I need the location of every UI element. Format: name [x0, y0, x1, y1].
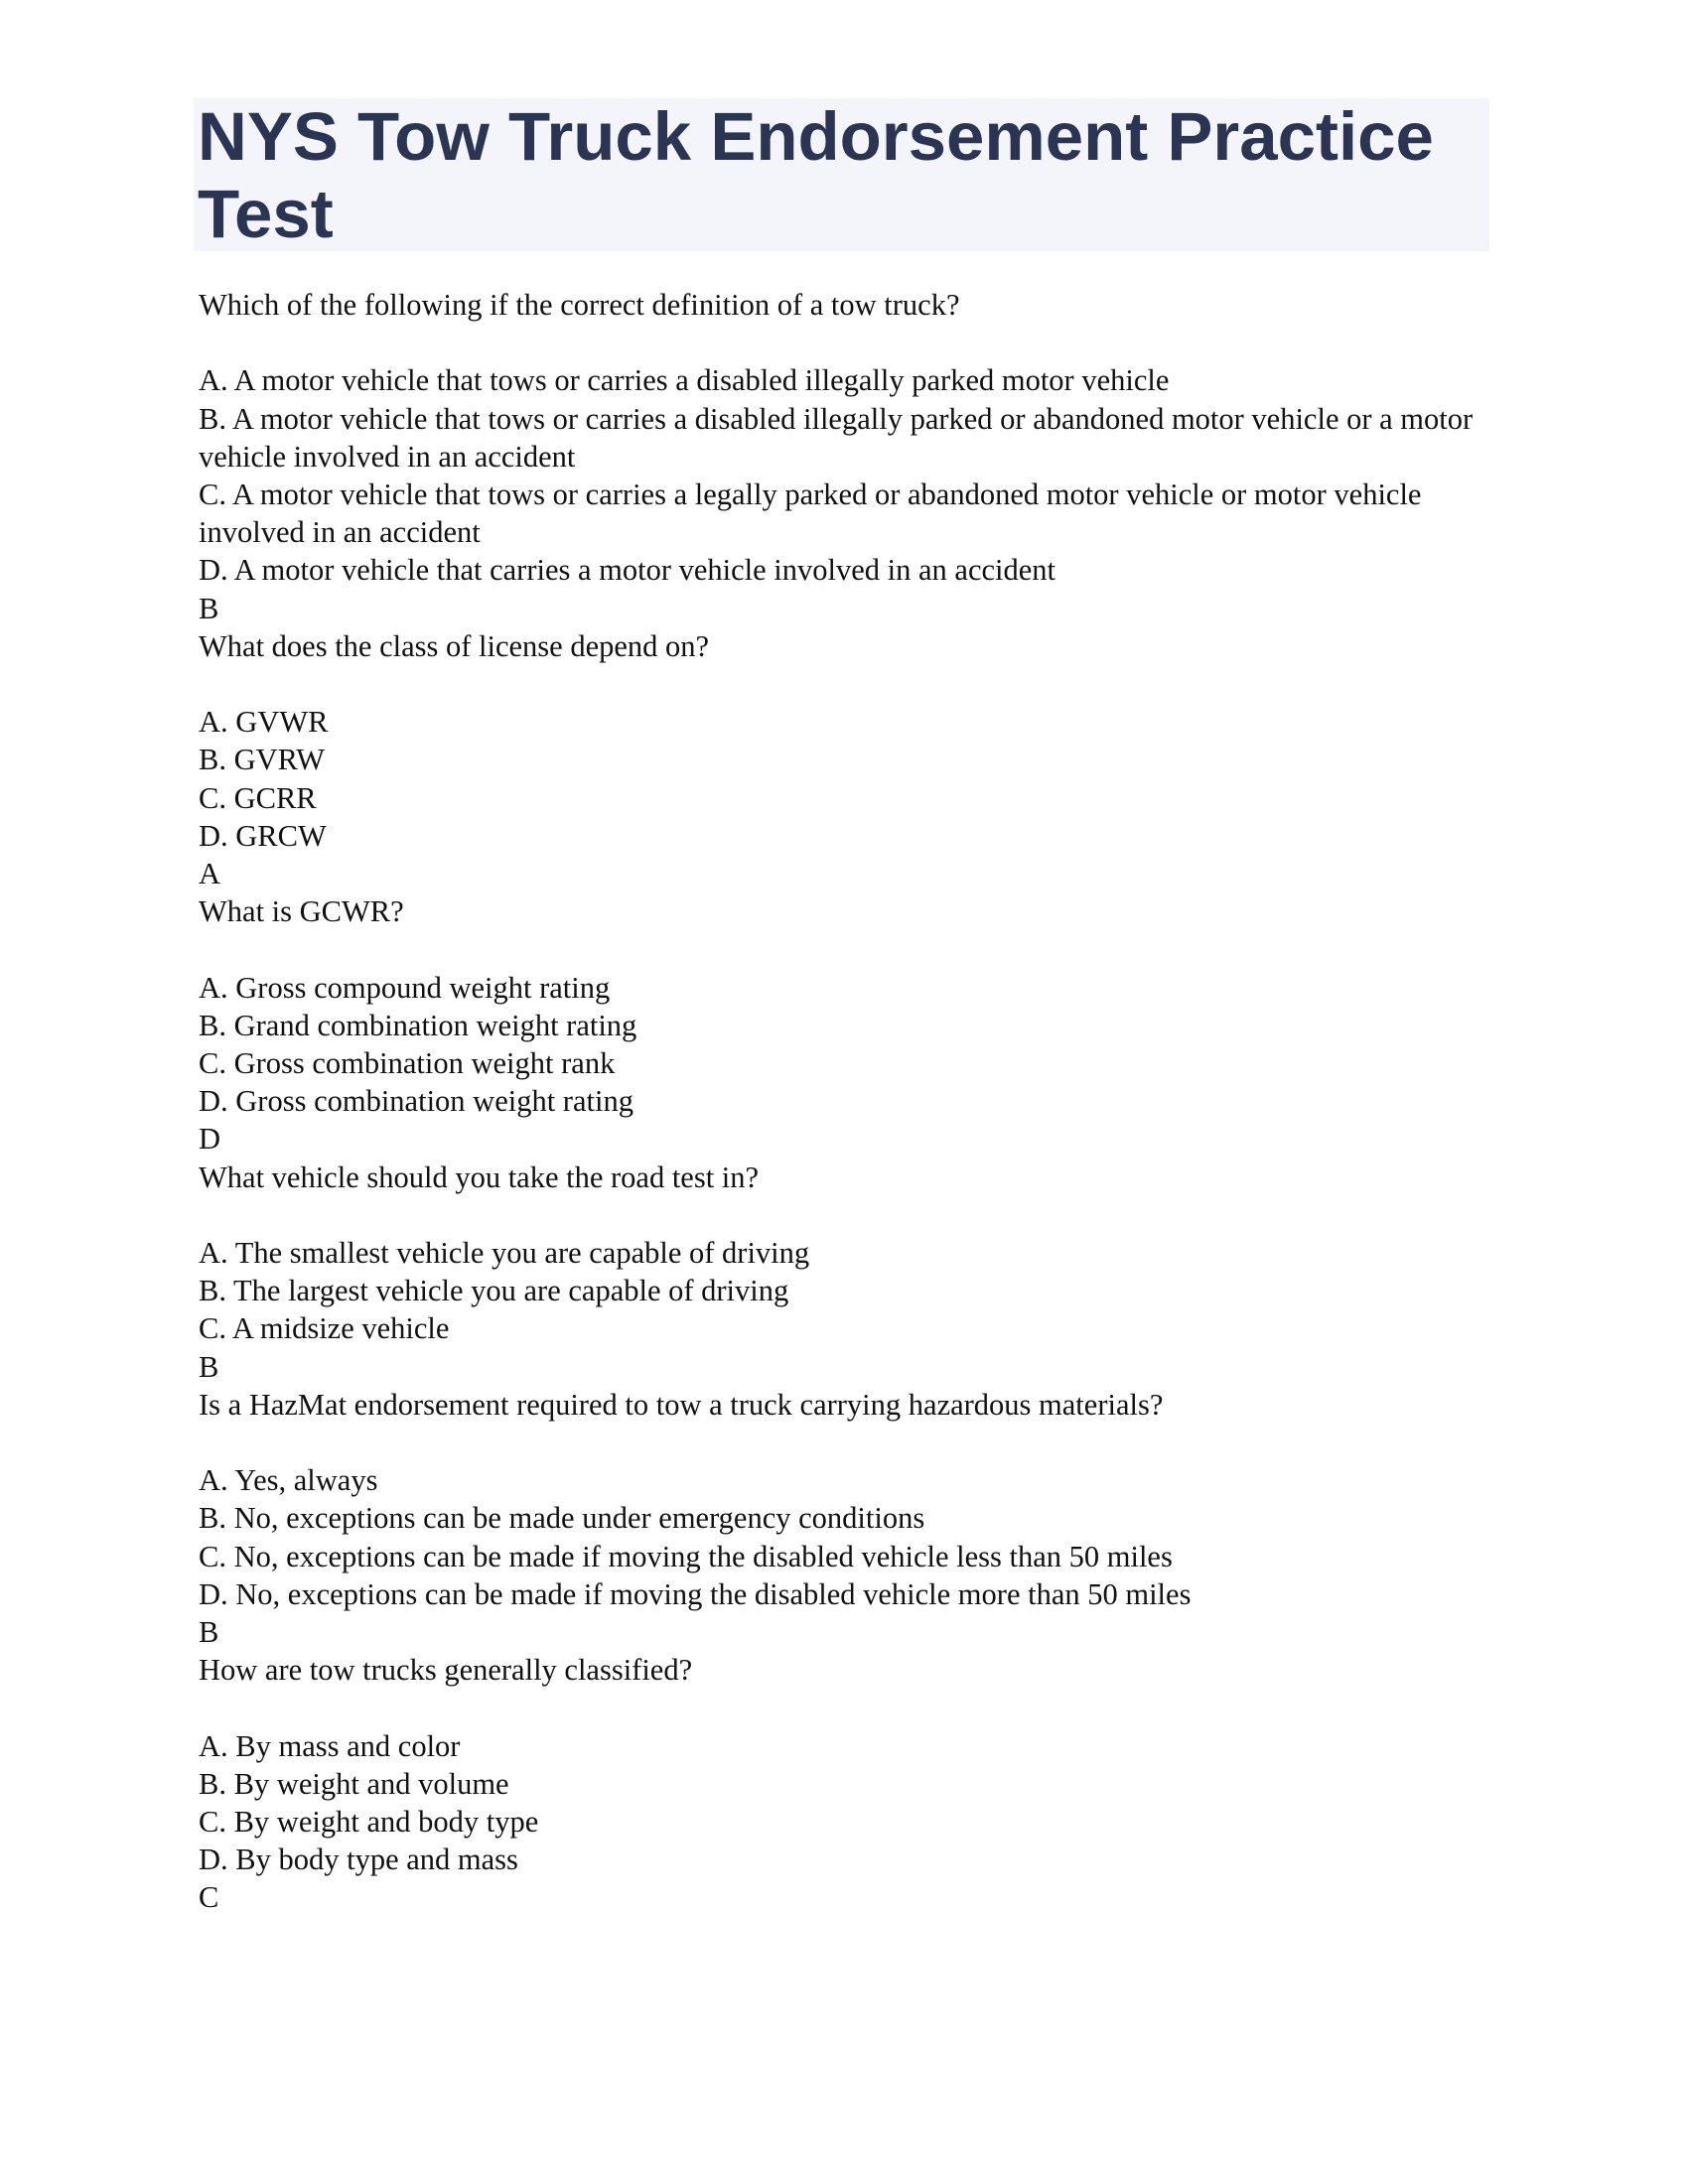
question-block-2 — [199, 627, 1489, 892]
correct-answer: B — [199, 1615, 219, 1650]
question-block-1 — [199, 286, 1489, 627]
answer-option: C. A motor vehicle that tows or carries a legally parked or abandoned motor vehicle or motor vehicle involved in an accident — [199, 478, 1422, 550]
answer-option: A. GVWR — [199, 705, 329, 740]
title-banner — [194, 98, 1489, 251]
question-block-5 — [199, 1386, 1489, 1651]
answer-option: C. By weight and body type — [199, 1805, 539, 1840]
spacer — [199, 1196, 1489, 1234]
answer-option: A. The smallest vehicle you are capable of driving — [199, 1236, 810, 1271]
spacer — [199, 1424, 1489, 1461]
answer-option: A. By mass and color — [199, 1728, 461, 1763]
answer-option: B. Grand combination weight rating — [199, 1008, 637, 1042]
answer-option: D. By body type and mass — [199, 1843, 518, 1877]
question-text: How are tow trucks generally classified? — [199, 1653, 693, 1688]
correct-answer: C — [199, 1880, 219, 1915]
question-block-4 — [199, 1159, 1489, 1386]
answer-option: B. The largest vehicle you are capable of driving — [199, 1274, 789, 1308]
question-block-6 — [199, 1651, 1489, 1916]
question-text: Is a HazMat endorsement required to tow a truck carrying hazardous materials? — [199, 1387, 1164, 1422]
answer-option: C. No, exceptions can be made if moving the disabled vehicle less than 50 miles — [199, 1539, 1173, 1573]
answer-option: C. Gross combination weight rank — [199, 1046, 616, 1081]
answer-option: D. GRCW — [199, 818, 327, 853]
answer-option: B. By weight and volume — [199, 1766, 509, 1801]
question-block-3 — [199, 892, 1489, 1158]
answer-option: D. No, exceptions can be made if moving the disabled vehicle more than 50 miles — [199, 1576, 1192, 1611]
answer-option: B. No, exceptions can be made under emergency conditions — [199, 1501, 925, 1536]
spacer — [199, 665, 1489, 703]
answer-option: B. GVRW — [199, 743, 326, 777]
correct-answer: B — [199, 1349, 219, 1384]
correct-answer: D — [199, 1122, 221, 1157]
answer-option: A. Yes, always — [199, 1463, 378, 1498]
page-title: NYS Tow Truck Endorsement Practice Test — [198, 98, 1434, 252]
correct-answer: B — [199, 591, 219, 625]
answer-option: A. A motor vehicle that tows or carries a disabled illegally parked motor vehicle — [199, 363, 1170, 398]
answer-option: A. Gross compound weight rating — [199, 970, 611, 1005]
question-text: What is GCWR? — [199, 894, 404, 929]
answer-option: C. GCRR — [199, 780, 317, 815]
spacer — [199, 1689, 1489, 1726]
correct-answer: A — [199, 857, 221, 891]
question-text: Which of the following if the correct definition of a tow truck? — [199, 288, 960, 322]
answer-option: C. A midsize vehicle — [199, 1311, 450, 1346]
answer-option: D. Gross combination weight rating — [199, 1084, 633, 1119]
answer-option: B. A motor vehicle that tows or carries a disabled illegally parked or abandoned motor vehicle or a motor vehicle involved in an accident — [199, 401, 1474, 474]
spacer — [199, 930, 1489, 968]
question-list — [199, 286, 1489, 1917]
answer-option: D. A motor vehicle that carries a motor vehicle involved in an accident — [199, 553, 1056, 588]
question-text: What vehicle should you take the road test in? — [199, 1160, 760, 1194]
question-text: What does the class of license depend on? — [199, 628, 710, 663]
spacer — [199, 324, 1489, 361]
